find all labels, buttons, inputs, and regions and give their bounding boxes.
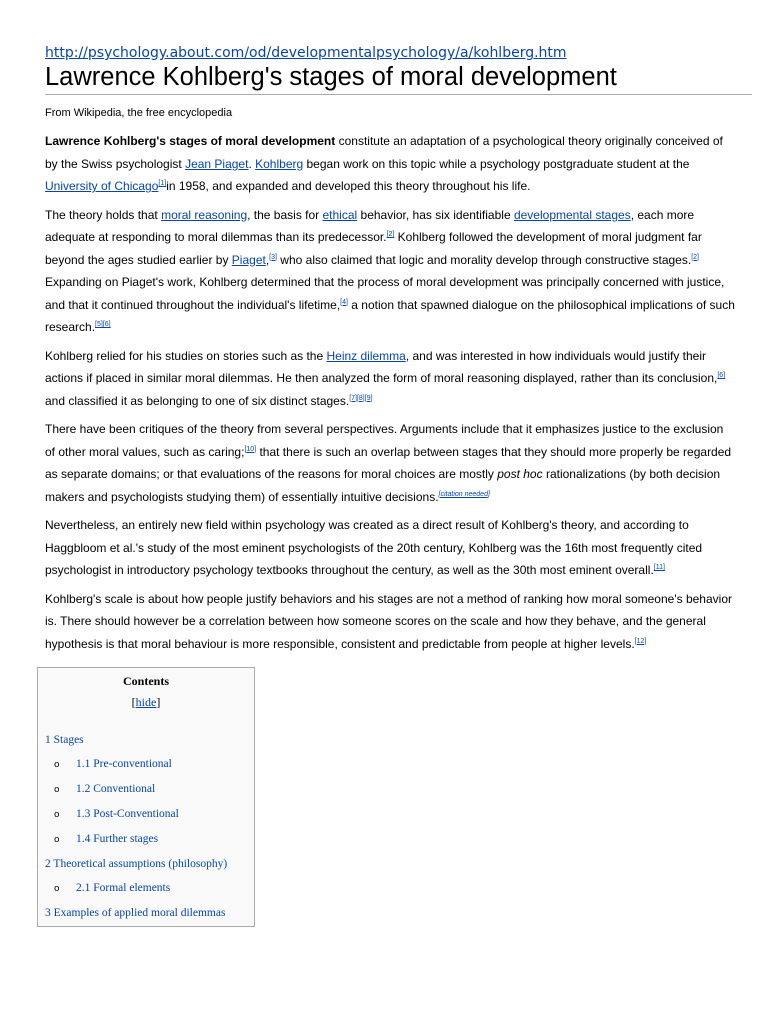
toc-title: Contents (122, 674, 169, 688)
ref-2b[interactable]: [2] (691, 253, 699, 261)
text: a notion that spawned dialogue on the philosophical implications of such research. (45, 297, 735, 334)
text: . (248, 156, 256, 171)
ref-4[interactable]: [4] (340, 298, 348, 306)
text: constitute an adaptation of a psychological theory originally conceived of by the Swiss psychologist (45, 134, 723, 171)
ref-6[interactable]: [6] (717, 372, 726, 379)
link-moral-reasoning[interactable]: moral reasoning (161, 207, 248, 222)
link-piaget[interactable]: Piaget (231, 252, 266, 267)
toc-item[interactable] (38, 802, 254, 827)
link-kohlberg[interactable]: Kohlberg (255, 156, 304, 171)
text: Kohlberg's scale is about how people justify behaviors and his stages are not a method of ranking how moral someone's behavior is. There should however be a correlation between how someone scores on the scale and how they behave, and the general hypothesis is that moral behaviour is more responsible, consistent and predictable from people at higher levels. (45, 591, 732, 651)
article-subject: Lawrence Kohlberg's stages of moral development (45, 134, 336, 148)
toc-item-label[interactable]: 1.2 Conventional (76, 783, 156, 795)
toc-item-label[interactable]: 1.1 Pre-conventional (76, 758, 172, 770)
text: that there is such an overlap between stages that they should more properly be regarded as separate domains; or that evaluations of the reasons for moral choices are mostly (45, 444, 732, 481)
text: Expanding on Piaget's work, Kohlberg determined that the process of moral development was principally concerned with justice, and that it continued throughout the individual's lifetime, (45, 275, 725, 312)
toc-item[interactable] (38, 901, 254, 925)
toc-item-label[interactable]: 1 Stages (45, 734, 84, 746)
ref-citation-needed[interactable]: [citation needed] (438, 490, 490, 498)
table-of-contents (37, 667, 255, 927)
bracket: ] (156, 695, 161, 709)
ref-3[interactable]: [3] (269, 253, 277, 261)
text: rationalizations (by both decision makers and psychologists studying them) of essentially intuitive decisions. (45, 467, 721, 504)
text: Kohlberg followed the development of moral judgment far beyond the ages studied earlier by (45, 230, 702, 267)
eminence-paragraph (45, 514, 735, 582)
toc-hide-control (38, 695, 254, 710)
heinz-paragraph (45, 345, 735, 413)
bracket: [ (131, 695, 136, 709)
source-url-link[interactable]: http://psychology.about.com/od/developmentalpsychology/a/kohlberg.htm (45, 45, 567, 61)
toc-item-label[interactable]: 1.4 Further stages (76, 833, 159, 845)
bullet-icon: o (54, 785, 60, 795)
theory-paragraph (45, 204, 735, 339)
text: , and was interested in how individuals would justify their actions if placed in similar moral dilemmas. He then analyzed the form of moral reasoning displayed, rather than its conclusion, (45, 348, 718, 385)
text: The theory holds that (45, 207, 162, 222)
ref-1[interactable]: [1] (158, 180, 167, 187)
toc-item[interactable] (38, 777, 254, 802)
toc-item-label[interactable]: 2.1 Formal elements (76, 882, 171, 894)
text: Nevertheless, an entirely new field within psychology was created as a direct result of Kohlberg's theory, and according to Haggbloom et al.'s study of the most eminent psychologists of the 20th century, Kohlberg was the 16th most frequently cited psychologist in introductory psychology textbooks throughout the century, as well as the 30th most eminent overall. (45, 518, 703, 577)
link-developmental-stages[interactable]: developmental stages (513, 207, 631, 222)
text: and classified it as belonging to one of six distinct stages. (45, 393, 350, 408)
link-ethical[interactable]: ethical (322, 207, 358, 222)
toc-hide-link[interactable]: hide (135, 695, 157, 709)
link-university-of-chicago[interactable]: University of Chicago (45, 179, 159, 193)
toc-item-label[interactable]: 2 Theoretical assumptions (philosophy) (45, 858, 228, 870)
text: began work on this topic while a psychology postgraduate student at the (303, 156, 690, 171)
toc-item[interactable] (38, 876, 254, 901)
toc-item[interactable] (38, 752, 254, 777)
bullet-icon: o (54, 810, 60, 820)
bullet-icon: o (54, 760, 60, 770)
text: , (265, 252, 270, 267)
ref-12[interactable]: [12] (634, 637, 647, 645)
link-jean-piaget[interactable]: Jean Piaget (185, 156, 249, 171)
text: behavior, has six identifiable (357, 207, 514, 222)
text: who also claimed that logic and morality develop through constructive stages. (276, 252, 692, 267)
critiques-paragraph (45, 418, 735, 508)
link-heinz-dilemma[interactable]: Heinz dilemma (326, 348, 406, 363)
text: in 1958, and expanded and developed this theory throughout his life. (166, 179, 531, 193)
text: There have been critiques of the theory from several perspectives. Arguments include that it emphasizes justice to the exclusion of other moral values, such as caring; (45, 422, 724, 459)
intro-paragraph (45, 130, 735, 198)
ref-10[interactable]: [10] (244, 445, 257, 453)
ref-5-6[interactable]: [5][6] (95, 321, 111, 328)
toc-item[interactable] (38, 852, 254, 876)
wikipedia-tagline: From Wikipedia, the free encyclopedia (45, 107, 233, 119)
text: , each more adequate at responding to moral dilemmas than its predecessor. (45, 207, 695, 244)
page-title: Lawrence Kohlberg's stages of moral development (45, 62, 752, 95)
text: , the basis for (247, 207, 323, 222)
toc-item-label[interactable]: 3 Examples of applied moral dilemmas (45, 907, 226, 919)
bullet-icon: o (54, 884, 60, 894)
ref-11[interactable]: [11] (653, 564, 665, 571)
toc-item[interactable] (38, 728, 254, 752)
ref-7-8-9[interactable]: [7][8][9] (349, 394, 373, 402)
toc-item-label[interactable]: 1.3 Post-Conventional (76, 808, 179, 820)
bullet-icon: o (54, 835, 60, 845)
ref-2[interactable]: [2] (386, 231, 395, 238)
toc-list (38, 728, 254, 925)
text: Kohlberg relied for his studies on stories such as the (45, 348, 327, 363)
italic-post-hoc: post hoc (497, 467, 543, 481)
scale-paragraph (45, 588, 735, 656)
article (45, 44, 735, 661)
toc-item[interactable] (38, 827, 254, 852)
